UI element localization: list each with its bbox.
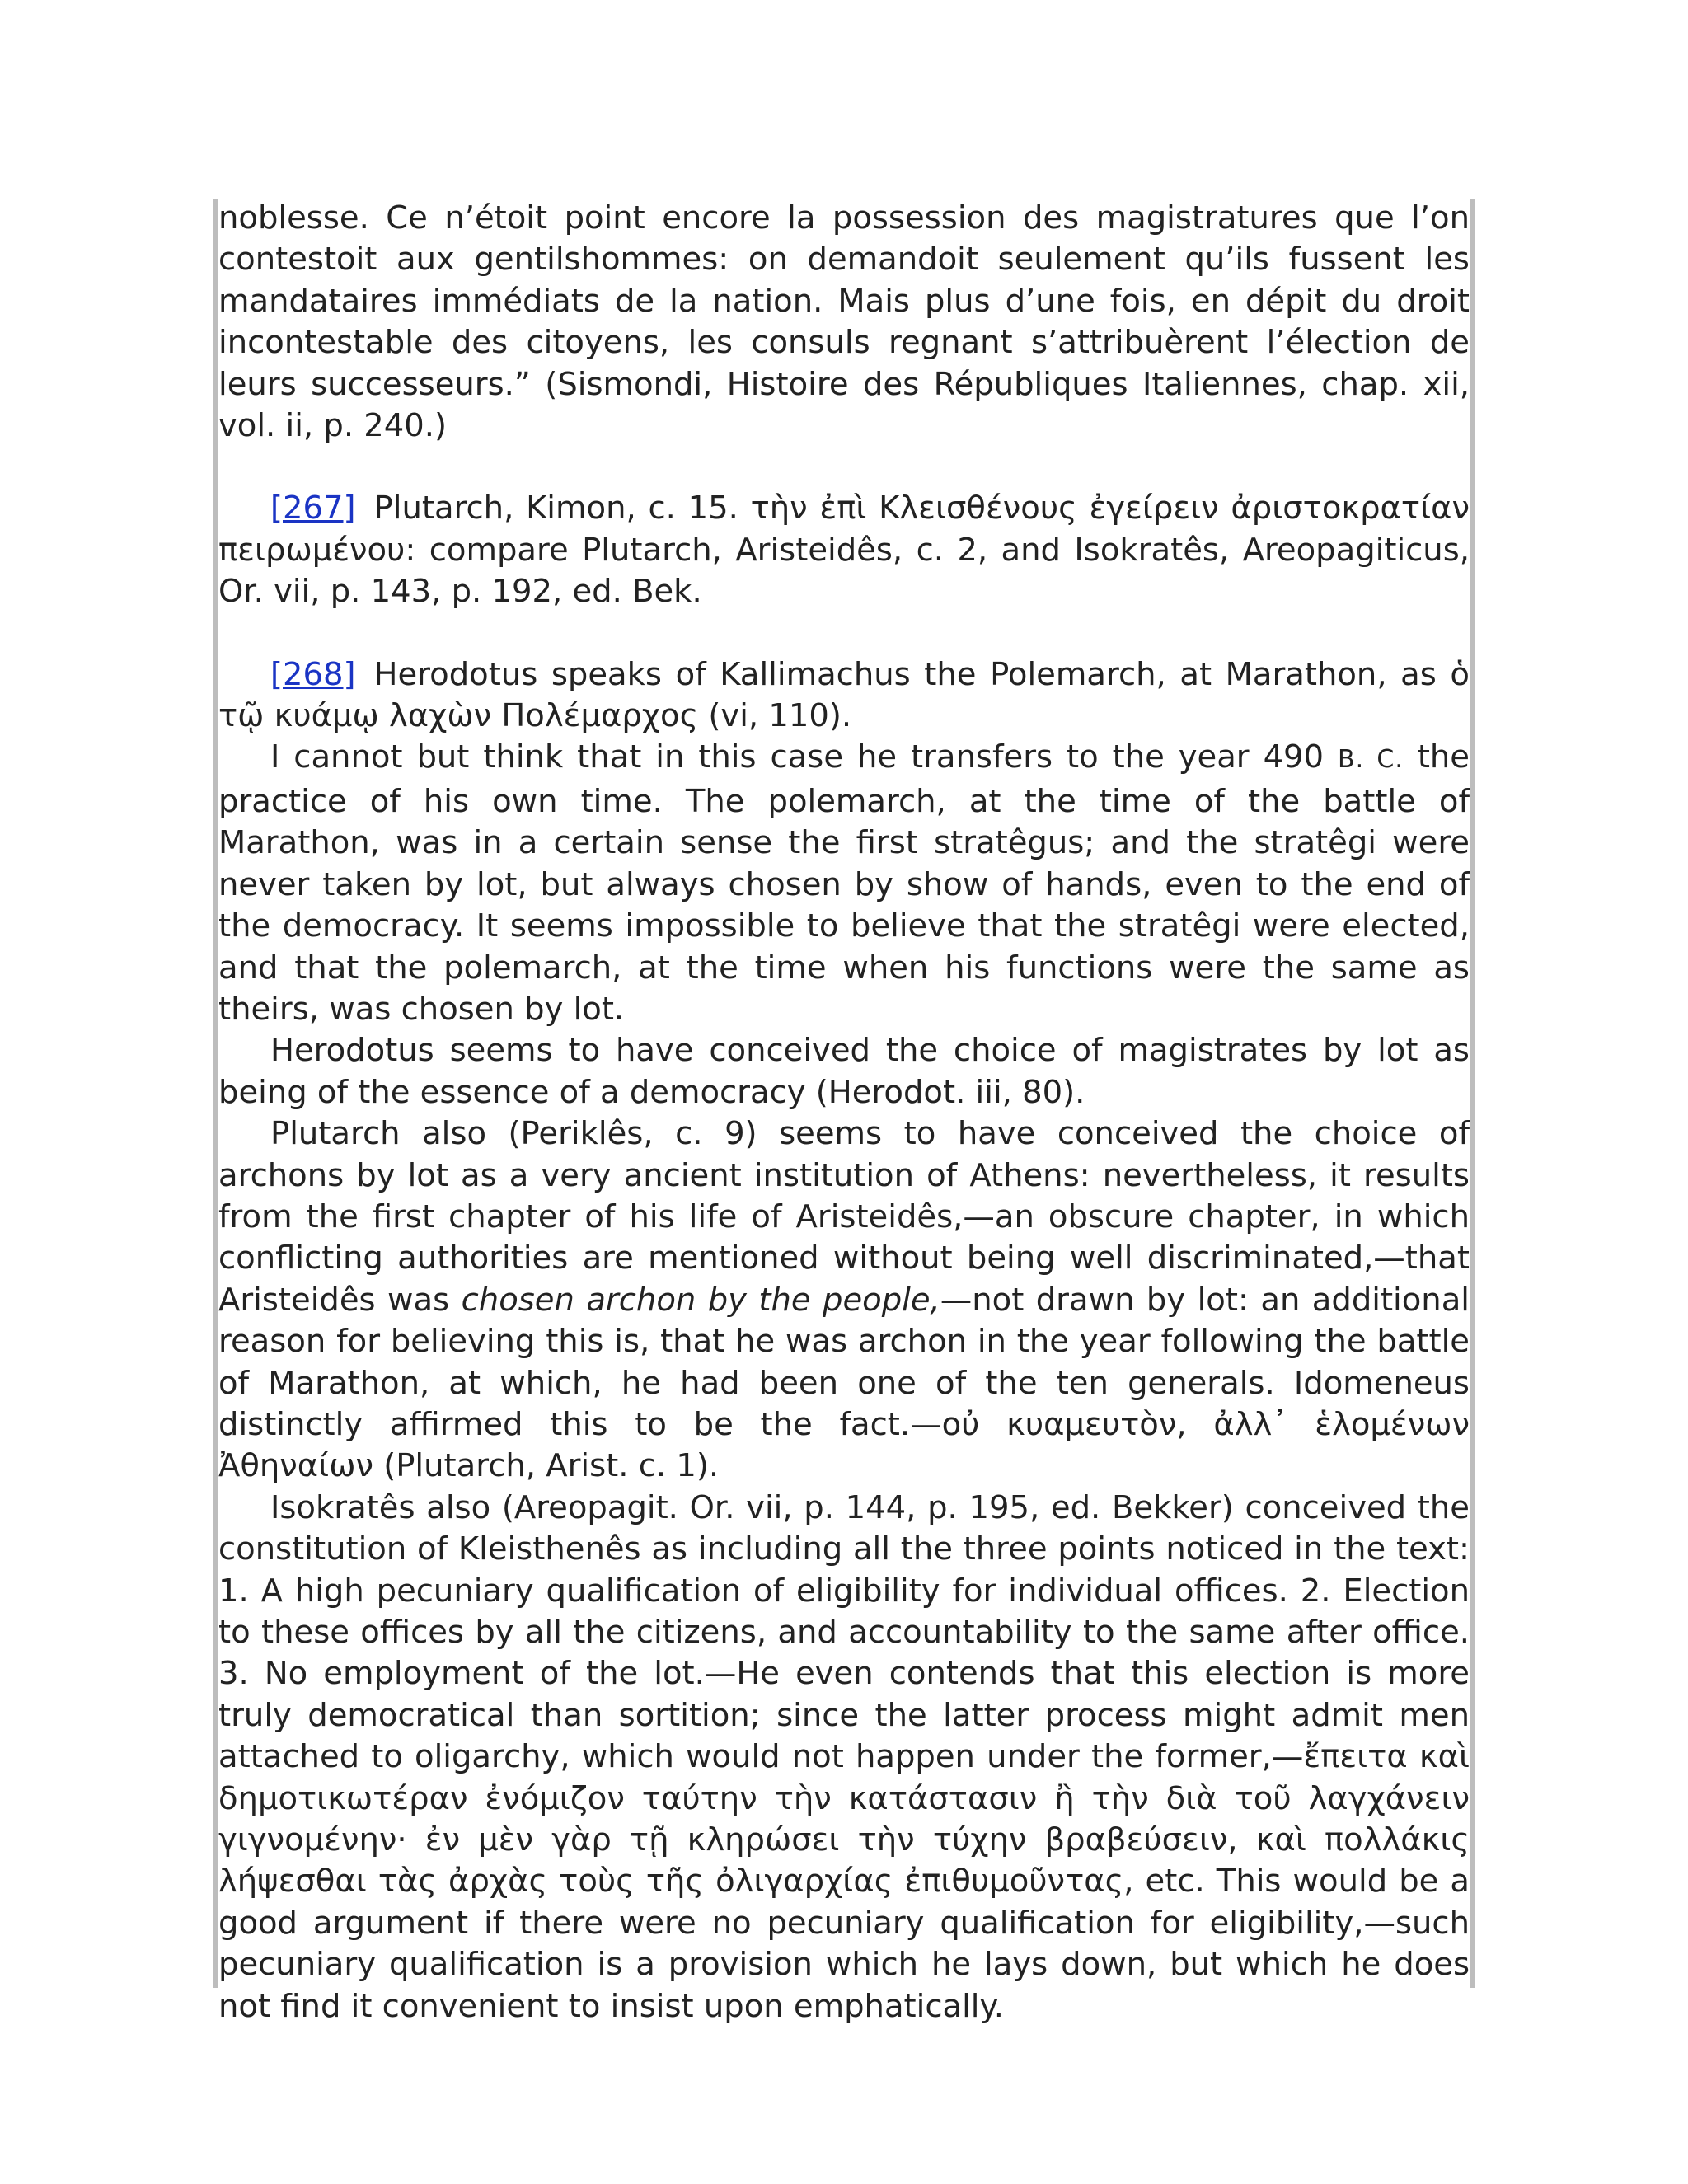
- paragraph-plutarch: [218, 1113, 1470, 1488]
- document-body: [218, 198, 1470, 2027]
- footnote-268-link[interactable]: [268]: [270, 655, 356, 693]
- footnote-267: [218, 488, 1470, 612]
- spacer: [218, 447, 1470, 488]
- paragraph-lot-polemarch: [218, 737, 1470, 1030]
- footnote-267-link[interactable]: [267]: [270, 490, 356, 527]
- paragraph-lot-text-a: I cannot but think that in this case he transfers to the year 490: [270, 738, 1325, 776]
- sismondi-quote-continuation: noblesse. Ce n’étoit point encore la possession des magistratures que l’on contestoit aux gentilshommes: on demandoit seulement qu’ils fussent les mandataires immédiats de la nation. Mais plus d’une fois, en dépit du droit incontestable des citoyens, les consuls regnant s’attribuèrent l’élection de leurs successeurs.” (Sismondi, Histoire des Républiques Italiennes, chap. xii, vol. ii, p. 240.): [218, 199, 1470, 445]
- paragraph-lot-text-b: the practice of his own time. The polemarch, at the time of the battle of Marathon, was in a certain sense the first stratêgus; and the stratêgi were never taken by lot, but always chosen by show of hands, even to the end of the democracy. It seems impossible to believe that the stratêgi were elected, and that the polemarch, at the time when his functions were the same as theirs, was chosen by lot.: [218, 738, 1470, 1028]
- paragraph-plutarch-emphasis: chosen archon by the people,: [461, 1281, 940, 1319]
- paragraph-plutarch-text-a: Plutarch also (Periklês, c. 9) seems to have conceived the choice of archons by lot as a very ancient institution of Athens: nevertheless, it results from the first chapter of his life of Aristeidês,—an obscure chapter, in which conflicting authorities are mentioned without being well discriminated,—that Aristeidês was: [218, 1115, 1470, 1319]
- footnote-267-text: Plutarch, Kimon, c. 15. τὴν ἐπὶ Κλεισθένους ἐγείρειν ἀριστοκρατίαν πειρωμένου: compare Plutarch, Aristeidês, c. 2, and Isokratês, Areopagiticus, Or. vii, p. 143, p. 192, ed. Bek.: [218, 490, 1470, 611]
- spacer: [218, 613, 1470, 654]
- footnote-268-text: Herodotus speaks of Kallimachus the Polemarch, at Marathon, as ὁ τῷ κυάμῳ λαχὼν Πολέμαρχος (vi, 110).: [218, 655, 1470, 735]
- paragraph-plutarch-text-b: —not drawn by lot: an additional reason for believing this is, that he was archon in the year following the battle of Marathon, at which, he had been one of the ten generals. Idomeneus distinctly affirmed this to be the fact.—οὐ κυαμευτὸν, ἀλλ᾽ ἑλομένων Ἀθηναίων (Plutarch, Arist. c. 1).: [218, 1281, 1470, 1485]
- paragraph-isokrates: Isokratês also (Areopagit. Or. vii, p. 144, p. 195, ed. Bekker) conceived the constitution of Kleisthenês as including all the three points noticed in the text: 1. A high pecuniary qualification of eligibility for individual offices. 2. Election to these offices by all the citizens, and accountability to the same after office. 3. No employment of the lot.—He even contends that this election is more truly democratical than sortition; since the latter process might admit men attached to oligarchy, which would not happen under the former,—ἔπειτα καὶ δημοτικωτέραν ἐνόμιζον ταύτην τὴν κατάστασιν ἢ τὴν διὰ τοῦ λαγχάνειν γιγνομένην· ἐν μὲν γὰρ τῇ κληρώσει τὴν τύχην βραβεύσειν, καὶ πολλάκις λήψεσθαι τὰς ἀρχὰς τοὺς τῆς ὀλιγαρχίας ἐπιθυμοῦντας, etc. This would be a good argument if there were no pecuniary qualification for eligibility,—such pecuniary qualification is a provision which he lays down, but which he does not find it convenient to insist upon emphatically.: [218, 1488, 1470, 2025]
- bc-abbreviation: B. C.: [1338, 745, 1404, 775]
- footnote-268: [218, 654, 1470, 738]
- paragraph-herodotus: Herodotus seems to have conceived the choice of magistrates by lot as being of the essence of a democracy (Herodot. iii, 80).: [218, 1032, 1470, 1111]
